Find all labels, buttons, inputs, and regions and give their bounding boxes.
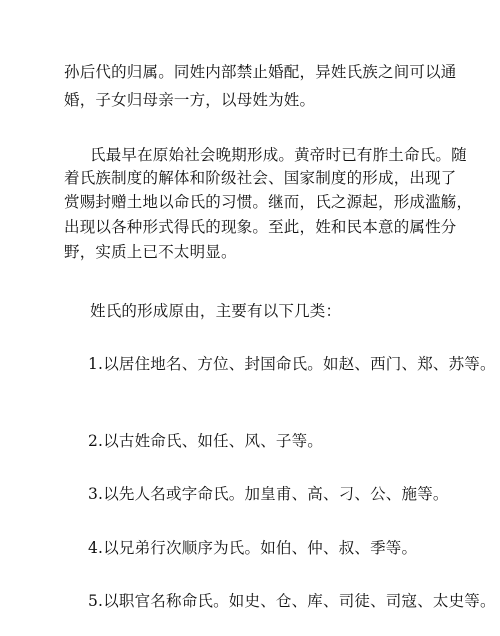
paragraph-2-line-2: 着氏族制度的解体和阶级社会、国家制度的形成，出现了: [64, 169, 457, 187]
list-item: 2.以古姓命氏、如任、风、子等。: [88, 432, 323, 450]
list-item: 3.以先人名或字命氏。加皇甫、高、刁、公、施等。: [88, 485, 449, 503]
paragraph-2-line-3: 赏赐封赠土地以命氏的习惯。继而，氏之源起，形成滥觞，: [64, 193, 473, 211]
paragraph-3: 姓氏的形成原由，主要有以下几类：: [90, 302, 342, 320]
paragraph-1-line-2: 婚，子女归母亲一方，以母姓为姓。: [64, 91, 316, 109]
paragraph-2-line-1: 氏最早在原始社会晚期形成。黄帝时已有胙土命氏。随: [90, 146, 467, 164]
paragraph-2-line-4: 出现以各种形式得氏的现象。至此，姓和民本意的属性分: [64, 218, 457, 236]
list-item: 4.以兄弟行次顺序为氏。如伯、仲、叔、季等。: [88, 539, 418, 557]
paragraph-2-line-5: 野，实质上已不太明显。: [64, 243, 237, 261]
paragraph-1-line-1: 孙后代的归属。同姓内部禁止婚配，异姓氏族之间可以通: [64, 63, 457, 81]
list-item: 1.以居住地名、方位、封国命氏。如赵、西门、郑、苏等。: [88, 355, 496, 373]
list-item: 5.以职官名称命氏。如史、仓、库、司徒、司寇、太史等。: [88, 592, 496, 610]
